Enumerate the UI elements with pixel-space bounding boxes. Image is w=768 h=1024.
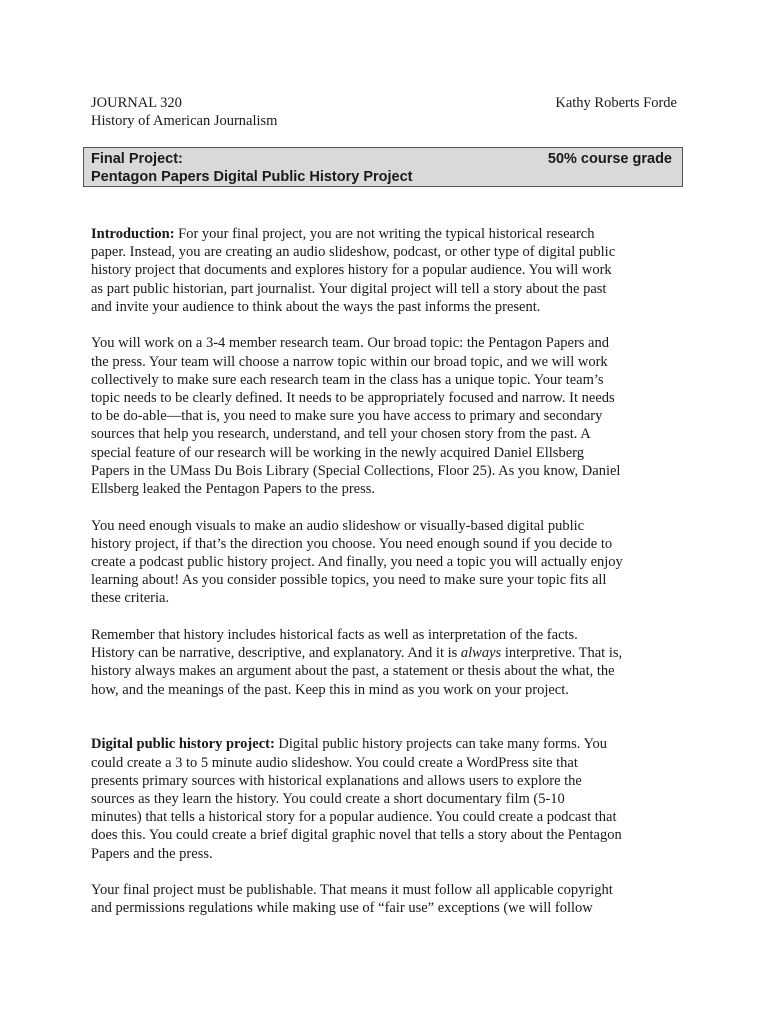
paragraph-visuals bbox=[91, 517, 681, 608]
paragraph-publishable bbox=[91, 881, 681, 917]
text-line: paper. Instead, you are creating an audio slideshow, podcast, or other type of digital public bbox=[91, 244, 616, 261]
project-title-box bbox=[83, 147, 683, 187]
text-line: For your final project, you are not writing the typical historical research bbox=[174, 226, 595, 242]
paragraph-history-interpretation bbox=[91, 626, 681, 699]
text-line: Digital public history projects can take many forms. You bbox=[274, 736, 608, 753]
text-line: how, and the meanings of the past. Keep this in mind as you work on your project. bbox=[91, 681, 569, 698]
text-line: history project, if that’s the direction you choose. You need enough sound if you decide to bbox=[91, 535, 613, 552]
text-line: to be do-able—that is, you need to make sure you have access to primary and secondary bbox=[91, 408, 603, 425]
course-title: History of American Journalism bbox=[91, 113, 278, 129]
paragraph-lead: Introduction: bbox=[91, 226, 175, 242]
paragraph-introduction bbox=[91, 225, 681, 316]
paragraph-research-team bbox=[91, 334, 681, 498]
text-line: History can be narrative, descriptive, and explanatory. And it is bbox=[91, 645, 461, 662]
text-line: Your final project must be publishable. That means it must follow all applicable copyright bbox=[91, 882, 613, 899]
paragraph-lead: Digital public history project: bbox=[91, 736, 275, 753]
text-line: sources as they learn the history. You could create a short documentary film (5-10 bbox=[91, 791, 565, 808]
text-line: Papers in the UMass Du Bois Library (Special Collections, Floor 25). As you know, Daniel bbox=[91, 462, 621, 479]
text-line: interpretive. That is, bbox=[501, 645, 623, 662]
text-line: collectively to make sure each research team in the class has a unique topic. Your team’s bbox=[91, 371, 604, 388]
text-line: presents primary sources with historical explanations and allows users to explore the bbox=[91, 772, 582, 789]
paragraph-digital-project bbox=[91, 735, 681, 862]
final-project-label: Final Project: bbox=[91, 151, 183, 167]
text-line: and invite your audience to think about the ways the past informs the present. bbox=[91, 298, 541, 315]
text-line: Remember that history includes historical facts as well as interpretation of the facts. bbox=[91, 627, 578, 644]
document-body bbox=[91, 225, 681, 918]
course-code: JOURNAL 320 bbox=[91, 95, 182, 111]
text-line: sources that help you research, understand, and tell your chosen story from the past. A bbox=[91, 426, 591, 443]
document-header bbox=[91, 94, 677, 130]
text-line: could create a 3 to 5 minute audio slideshow. You could create a WordPress site that bbox=[91, 754, 578, 771]
text-line: Papers and the press. bbox=[91, 845, 213, 862]
text-line: You will work on a 3-4 member research team. Our broad topic: the Pentagon Papers and bbox=[91, 335, 609, 352]
text-line: You need enough visuals to make an audio slideshow or visually-based digital public bbox=[91, 517, 585, 534]
course-grade-weight: 50% course grade bbox=[547, 151, 672, 167]
text-line: topic needs to be clearly defined. It needs to be appropriately focused and narrow. It needs bbox=[91, 390, 615, 407]
text-line: does this. You could create a brief digital graphic novel that tells a story about the Pentagon bbox=[91, 827, 622, 844]
text-line: Ellsberg leaked the Pentagon Papers to the press. bbox=[91, 481, 376, 498]
text-line: as part public historian, part journalist. Your digital project will tell a story about the past bbox=[91, 280, 607, 297]
instructor-name: Kathy Roberts Forde bbox=[555, 95, 677, 111]
text-line: minutes) that tells a historical story for a popular audience. You could create a podcast that bbox=[91, 809, 617, 826]
text-line: history always makes an argument about the past, a statement or thesis about the what, the bbox=[91, 663, 615, 680]
text-line: these criteria. bbox=[91, 590, 170, 607]
text-line: the press. Your team will choose a narrow topic within our broad topic, and we will work bbox=[91, 353, 608, 370]
project-title: Pentagon Papers Digital Public History Project bbox=[91, 169, 413, 185]
text-line: and permissions regulations while making use of “fair use” exceptions (we will follow bbox=[91, 900, 593, 917]
text-line: learning about! As you consider possible topics, you need to make sure your topic fits all bbox=[91, 572, 607, 589]
text-line: create a podcast public history project. And finally, you need a topic you will actually enjoy bbox=[91, 554, 623, 571]
text-line: special feature of our research will be working in the newly acquired Daniel Ellsberg bbox=[91, 444, 584, 461]
emphasis-always: always bbox=[460, 645, 502, 662]
text-line: history project that documents and explores history for a popular audience. You will work bbox=[91, 262, 612, 279]
